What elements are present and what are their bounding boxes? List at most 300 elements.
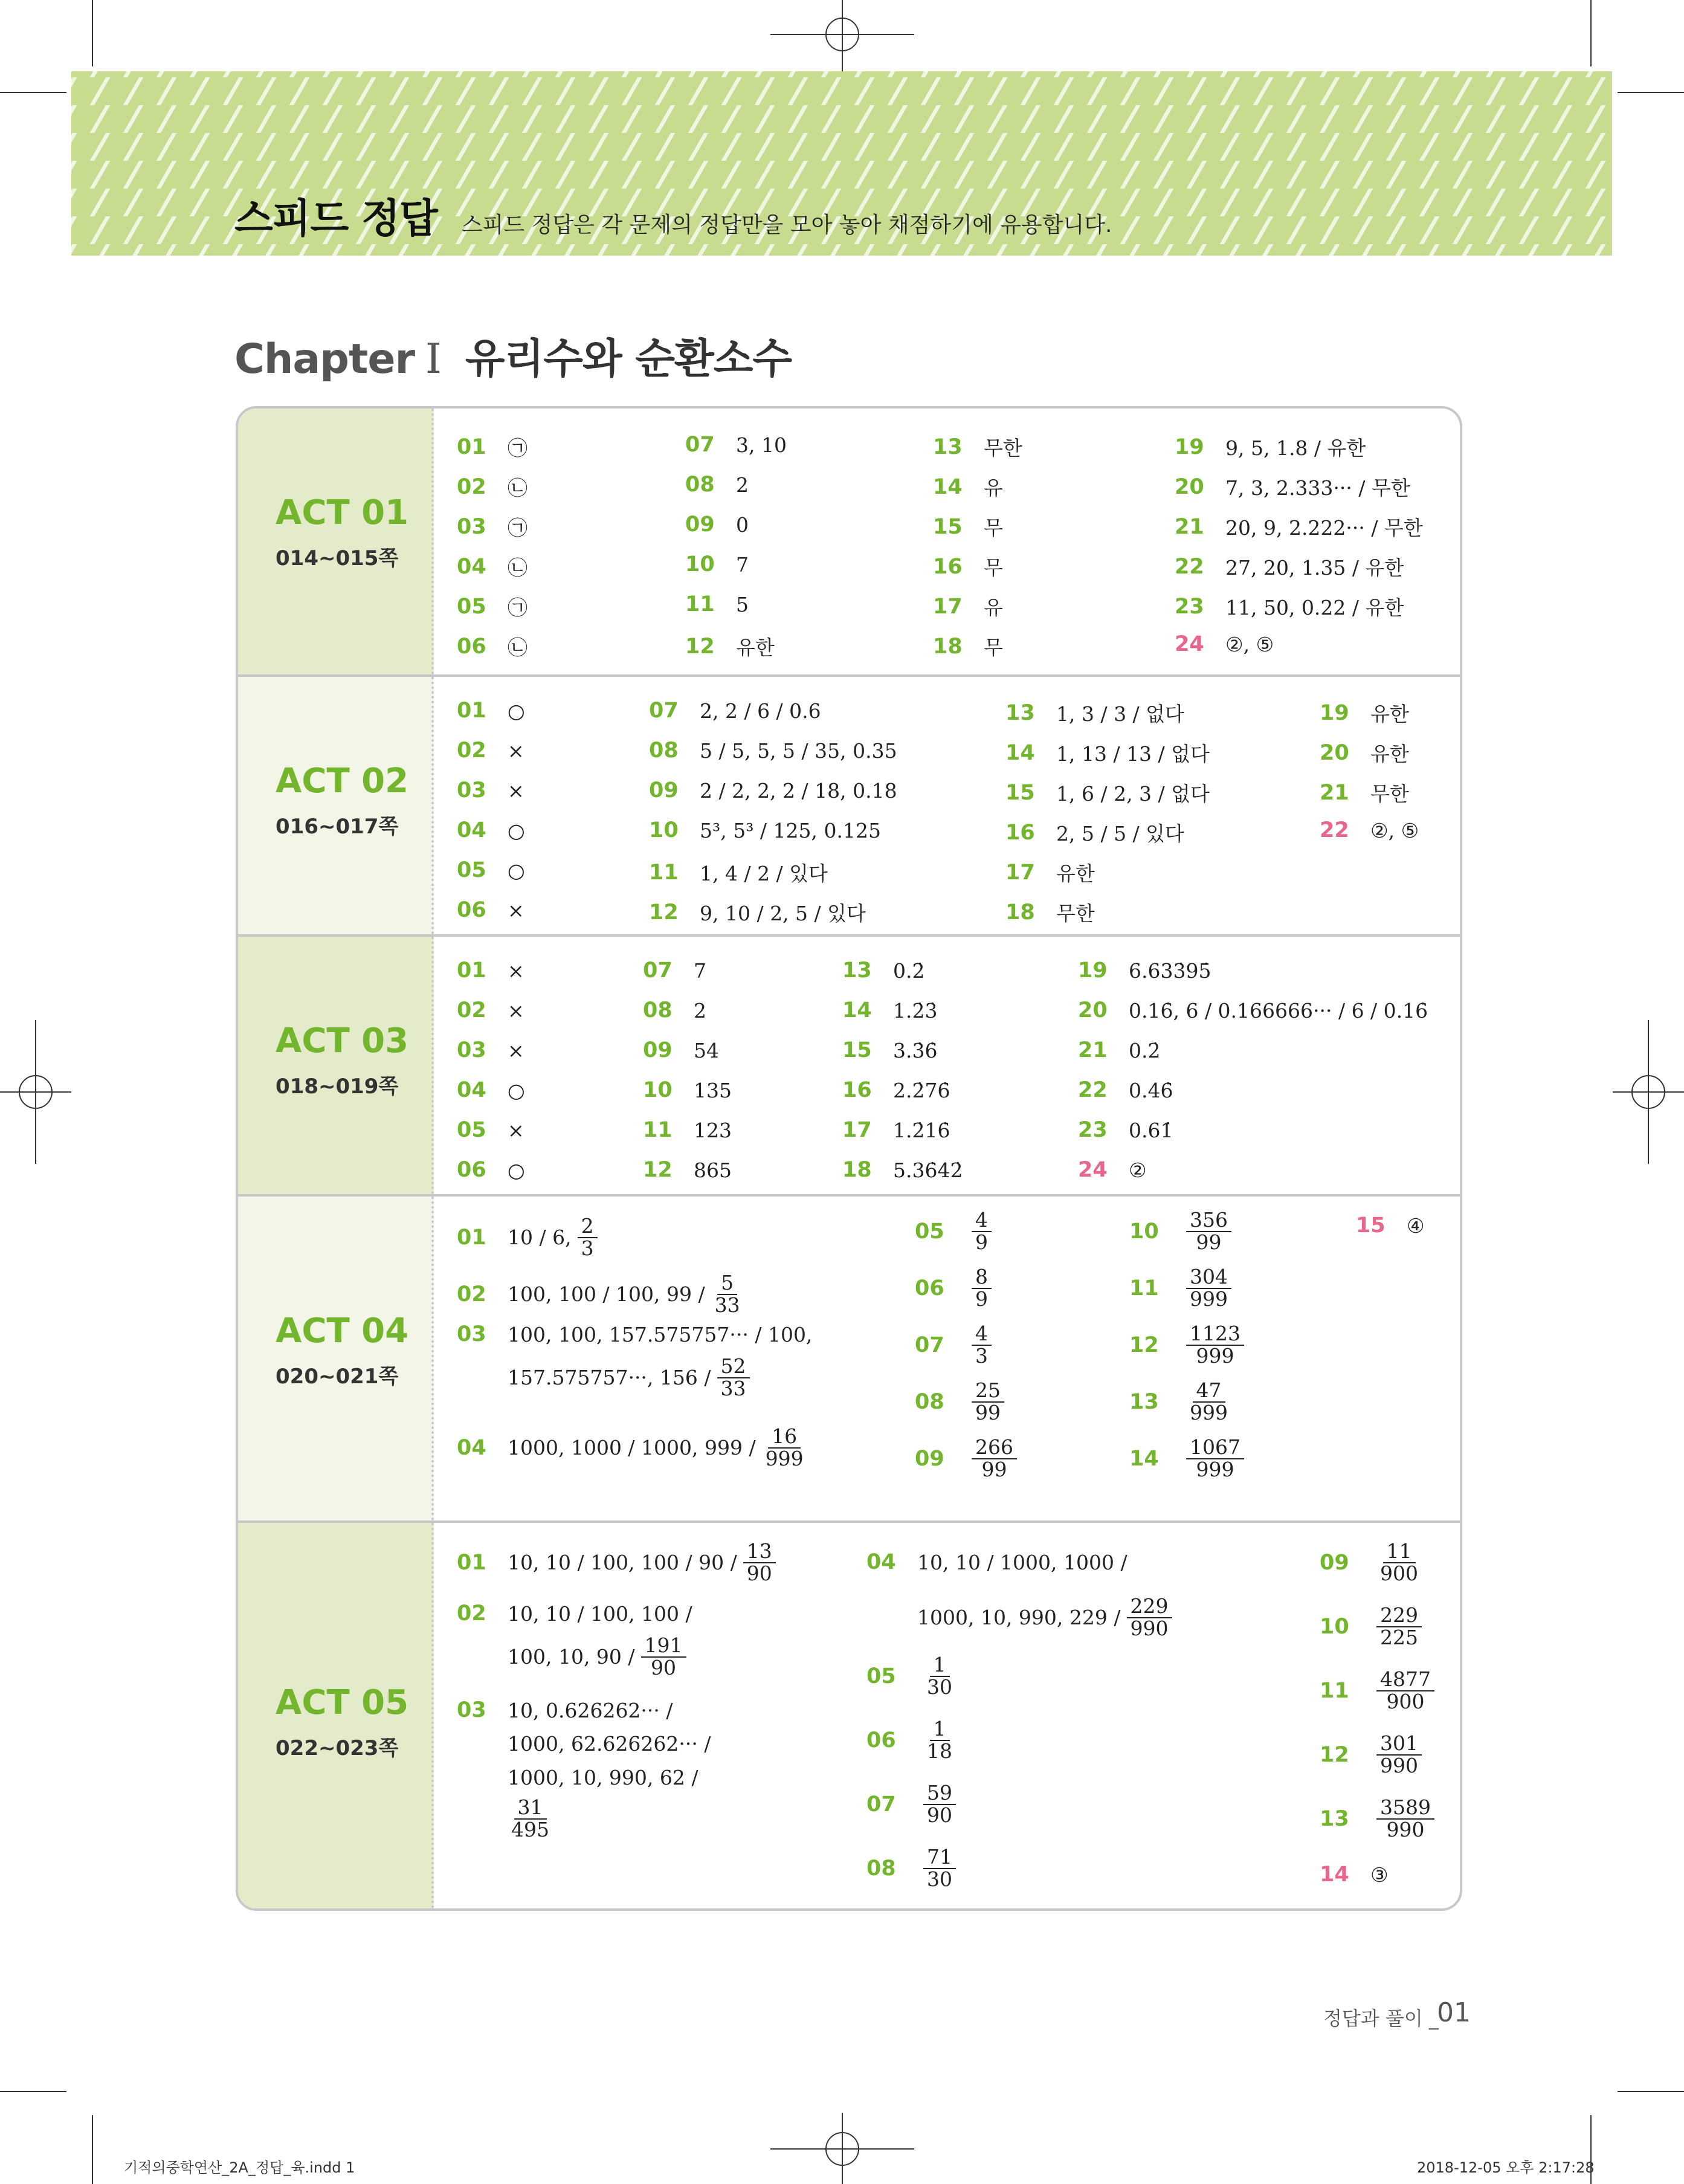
answer-item	[1005, 858, 1095, 887]
answer-number: 05	[866, 1664, 896, 1688]
fraction	[1376, 1669, 1434, 1712]
answer-text: 1000, 62.626262··· /	[508, 1732, 711, 1756]
crop-mark	[1618, 2091, 1684, 2092]
fraction-numerator: 1	[930, 1719, 950, 1741]
answer-number: 22	[1175, 554, 1204, 579]
answer-number: 13	[1129, 1389, 1159, 1414]
answer-text: ㉡	[508, 636, 527, 659]
answer-text: 2.2̇76̇	[893, 1078, 950, 1102]
answer-item	[866, 1783, 956, 1826]
answer-number: 02	[457, 738, 486, 763]
fraction-numerator: 3589	[1376, 1797, 1434, 1820]
fraction-numerator: 356	[1186, 1210, 1231, 1232]
act-label: ACT 03	[276, 1021, 409, 1061]
answer-item	[643, 958, 706, 983]
answer-item	[933, 433, 1022, 461]
act-pages: 014~015쪽	[276, 546, 399, 570]
answer-number: 04	[457, 554, 486, 579]
answer-number: 21	[1175, 514, 1204, 539]
registration-circle	[825, 18, 859, 51]
answer-text: ×	[508, 1118, 524, 1142]
answer-text: 27, 20, 1.35 / 유한	[1225, 556, 1404, 580]
answer-number: 18	[933, 634, 963, 659]
answer-number: 01	[457, 435, 486, 459]
answer-item	[842, 958, 924, 983]
answer-number: 11	[1129, 1276, 1159, 1300]
answer-item	[1320, 1797, 1434, 1840]
answer-line	[457, 1216, 598, 1259]
answer-item	[457, 592, 527, 621]
crop-mark	[1590, 0, 1592, 66]
fraction	[711, 1273, 744, 1316]
fraction	[641, 1635, 686, 1678]
answer-number: 06	[915, 1276, 944, 1300]
answer-number: 08	[685, 473, 715, 497]
answer-number: 07	[866, 1792, 896, 1817]
answer-number: 09	[685, 512, 715, 537]
fraction-denominator: 30	[927, 1867, 952, 1891]
answer-item	[643, 1078, 732, 1102]
act-label: ACT 02	[276, 761, 409, 801]
answer-item	[1078, 1158, 1147, 1182]
answer-item	[915, 1267, 992, 1310]
fraction	[972, 1323, 992, 1366]
answer-line	[457, 1273, 744, 1316]
answer-item	[1078, 958, 1211, 983]
answer-item	[1320, 778, 1409, 807]
answer-text: 무한	[984, 436, 1022, 460]
act-column	[238, 677, 434, 934]
answer-number: 01	[457, 1225, 486, 1250]
answer-number: 01	[457, 958, 486, 983]
answer-line	[457, 1698, 673, 1722]
fraction	[578, 1216, 598, 1259]
act-column	[238, 1197, 434, 1520]
answer-item	[1129, 1437, 1244, 1480]
crop-mark	[1618, 92, 1684, 93]
answer-item	[649, 858, 828, 887]
answer-text: 0.46̇	[1129, 1078, 1173, 1102]
page-number: 01	[1437, 1997, 1471, 2028]
answer-text: 2, 2 / 6 / 0.6	[700, 699, 821, 723]
fraction-denominator: 3	[581, 1236, 594, 1260]
answer-number: 17	[1005, 860, 1035, 885]
answer-number: 20	[1078, 998, 1108, 1023]
answer-text: 무	[984, 516, 1003, 540]
footer-title: 정답과 풀이 _	[1323, 2007, 1439, 2030]
chapter-title: 유리수와 순환소수	[465, 335, 792, 383]
answer-text: 유	[984, 476, 1003, 500]
answer-text: 무	[984, 556, 1003, 580]
fraction-numerator: 304	[1186, 1267, 1231, 1289]
answer-text: 0.16̇, 6 / 0.166666··· / 6 / 0.16̇	[1129, 998, 1428, 1023]
answer-text: 10, 0.626262··· /	[508, 1698, 673, 1722]
fraction-numerator: 1067	[1186, 1437, 1244, 1459]
answer-number: 14	[1005, 740, 1035, 765]
answer-item	[457, 818, 525, 842]
answer-item	[1129, 1210, 1231, 1253]
fraction-denominator: 33	[720, 1376, 746, 1400]
fraction-denominator: 990	[1130, 1616, 1169, 1640]
answer-number: 08	[643, 998, 673, 1023]
fraction	[923, 1783, 956, 1826]
act-section	[238, 409, 1460, 674]
answer-number: 11	[1320, 1678, 1349, 1703]
fraction	[1376, 1797, 1434, 1840]
answer-number: 09	[649, 778, 679, 803]
fraction	[1186, 1267, 1231, 1310]
answer-number: 15	[1356, 1213, 1386, 1238]
fraction-denominator: 9	[975, 1230, 988, 1254]
answer-item	[457, 898, 524, 922]
answer-number: 08	[866, 1856, 896, 1881]
answer-item	[915, 1380, 1004, 1423]
answer-item	[842, 1118, 950, 1142]
act-section	[238, 1194, 1460, 1520]
answer-item	[1320, 1863, 1389, 1887]
answer-number: 04	[457, 1435, 486, 1460]
answer-item	[1078, 998, 1428, 1023]
answer-item	[457, 1078, 525, 1102]
answer-number: 16	[1005, 820, 1035, 845]
answer-item	[643, 998, 706, 1023]
answer-number: 07	[643, 958, 673, 983]
answer-item	[457, 1118, 524, 1142]
answer-text: ②, ⑤	[1225, 632, 1274, 656]
answer-number: 03	[457, 1038, 486, 1062]
act-section	[238, 674, 1460, 934]
answer-text: 10, 10 / 1000, 1000 /	[917, 1550, 1128, 1574]
answer-item	[842, 998, 937, 1023]
answer-number: 04	[457, 818, 486, 842]
answer-text: 유한	[1370, 742, 1409, 766]
answer-text: 100, 100 / 100, 99 /	[508, 1282, 705, 1307]
fraction-numerator: 13	[743, 1541, 776, 1563]
answer-item	[866, 1847, 956, 1890]
answer-number: 22	[1078, 1078, 1108, 1102]
fraction-numerator: 229	[1376, 1605, 1422, 1627]
answer-item	[1320, 1733, 1422, 1776]
fraction-denominator: 225	[1380, 1625, 1418, 1649]
answer-text: ×	[508, 778, 524, 803]
answer-item	[457, 433, 527, 461]
fraction	[762, 1426, 807, 1469]
answer-number: 11	[685, 592, 715, 616]
answer-item	[1320, 738, 1409, 767]
answer-number: 04	[457, 1078, 486, 1102]
answer-number: 03	[457, 1322, 486, 1346]
fraction-numerator: 4	[972, 1210, 992, 1232]
answer-text: 무	[984, 636, 1003, 659]
answer-line	[457, 1601, 692, 1626]
fraction	[923, 1655, 956, 1698]
answer-text: 10 / 6,	[508, 1226, 572, 1250]
answer-item	[1320, 699, 1409, 727]
answer-line	[457, 1322, 812, 1346]
answer-item	[933, 632, 1003, 661]
answer-text: 1000, 1000 / 1000, 999 /	[508, 1436, 756, 1460]
answer-number: 19	[1175, 435, 1204, 459]
answer-item	[685, 552, 749, 577]
crop-mark	[92, 2115, 93, 2184]
fraction	[972, 1437, 1017, 1480]
answer-number: 10	[649, 818, 679, 842]
answer-text: ④	[1407, 1213, 1425, 1238]
fraction	[923, 1847, 956, 1890]
answer-number: 06	[457, 1158, 486, 1182]
answer-number: 17	[933, 594, 963, 619]
fraction	[1186, 1380, 1231, 1423]
fraction	[1127, 1596, 1172, 1639]
answer-text: ×	[508, 1038, 524, 1062]
answer-number: 14	[1320, 1863, 1349, 1887]
answer-item	[649, 818, 881, 842]
fraction-numerator: 4	[972, 1323, 992, 1346]
answer-number: 01	[457, 699, 486, 723]
answer-text: 5	[736, 592, 749, 616]
answer-number: 06	[457, 898, 486, 922]
answer-number: 21	[1078, 1038, 1108, 1062]
answer-text: 9, 5, 1.8 / 유한	[1225, 436, 1366, 460]
fraction-denominator: 495	[511, 1817, 549, 1841]
answer-text: ×	[508, 738, 524, 763]
answer-item	[457, 1038, 524, 1062]
answer-item	[649, 699, 821, 723]
fraction-denominator: 99	[1196, 1230, 1222, 1254]
answer-text: 54	[694, 1038, 719, 1062]
answer-text: 1, 13 / 13 / 없다	[1056, 742, 1210, 766]
fraction-denominator: 99	[981, 1457, 1007, 1481]
fraction-numerator: 11	[1383, 1541, 1416, 1563]
answer-text: ㉠	[508, 436, 527, 460]
answer-item	[1175, 552, 1404, 581]
answer-number: 07	[685, 433, 715, 457]
answer-number: 19	[1320, 700, 1349, 725]
fraction-numerator: 266	[972, 1437, 1017, 1459]
answer-text: 10, 10 / 100, 100 / 90 /	[508, 1551, 737, 1575]
file-info: 기적의중학연산_2A_정답_육.indd 1	[124, 2159, 355, 2176]
fraction-numerator: 229	[1127, 1596, 1172, 1618]
answer-number: 22	[1320, 818, 1349, 842]
fraction	[972, 1380, 1004, 1423]
answer-item	[1175, 473, 1410, 501]
answer-item	[1356, 1213, 1425, 1238]
answer-number: 03	[457, 1698, 486, 1722]
answer-line	[866, 1550, 1128, 1574]
answer-text: 1, 6 / 2, 3 / 없다	[1056, 782, 1210, 806]
fraction	[972, 1267, 992, 1310]
registration-circle	[1631, 1075, 1665, 1109]
fraction-denominator: 990	[1380, 1753, 1418, 1777]
fraction	[508, 1797, 553, 1840]
answer-number: 06	[457, 634, 486, 659]
answer-item	[842, 1038, 937, 1062]
act-pages: 016~017쪽	[276, 815, 399, 839]
answer-item	[933, 592, 1003, 621]
answer-text: 1.2̇16̇	[893, 1118, 950, 1142]
answer-number: 14	[842, 998, 872, 1023]
answer-number: 13	[933, 435, 963, 459]
answer-text: 무한	[1370, 782, 1409, 806]
answer-item	[457, 998, 524, 1023]
answer-text: ㉠	[508, 596, 527, 619]
answer-text: ③	[1370, 1863, 1389, 1887]
answer-number: 24	[1078, 1158, 1108, 1182]
answer-text: 100, 10, 90 /	[508, 1645, 635, 1669]
answer-number: 07	[915, 1333, 944, 1357]
answer-item	[1005, 699, 1184, 727]
answer-text: 0.2̇	[1129, 1038, 1161, 1062]
fraction	[1186, 1210, 1231, 1253]
banner-title: 스피드 정답	[234, 195, 437, 242]
answer-item	[457, 552, 527, 581]
fraction-numerator: 71	[923, 1847, 956, 1869]
fraction-denominator: 9	[975, 1287, 988, 1311]
answer-item	[915, 1437, 1017, 1480]
answer-number: 13	[842, 958, 872, 983]
fraction-numerator: 59	[923, 1783, 956, 1805]
answer-number: 16	[842, 1078, 872, 1102]
answer-number: 17	[842, 1118, 872, 1142]
fraction-numerator: 301	[1376, 1733, 1422, 1756]
answer-text: 1, 3 / 3 / 없다	[1056, 702, 1184, 726]
answer-number: 09	[1320, 1550, 1349, 1575]
answer-text: 2, 5 / 5 / 있다	[1056, 822, 1184, 845]
answer-number: 10	[1129, 1219, 1159, 1244]
answer-text: 20, 9, 2.222··· / 무한	[1225, 516, 1423, 540]
answer-text: 유한	[1370, 702, 1409, 726]
fraction-denominator: 99	[975, 1400, 1001, 1424]
answer-item	[685, 473, 749, 497]
answer-text: ○	[508, 699, 525, 723]
answer-text: ②, ⑤	[1370, 818, 1419, 842]
answer-number: 12	[1320, 1742, 1349, 1767]
act-section	[238, 934, 1460, 1194]
answer-number: 11	[649, 860, 679, 885]
act-column	[238, 409, 434, 674]
fraction	[923, 1719, 956, 1762]
fraction-denominator: 999	[765, 1446, 804, 1470]
act-label: ACT 01	[276, 493, 409, 532]
answer-item	[1175, 632, 1274, 656]
answer-number: 13	[1320, 1806, 1349, 1831]
answer-item	[457, 1158, 525, 1182]
act-pages: 018~019쪽	[276, 1074, 399, 1099]
answer-text: 무한	[1056, 902, 1095, 925]
answer-number: 12	[649, 900, 679, 925]
fraction-denominator: 900	[1380, 1561, 1418, 1585]
answer-number: 24	[1175, 632, 1204, 656]
answer-line	[457, 1766, 698, 1789]
answer-text: 2	[694, 998, 706, 1023]
answer-number: 05	[457, 858, 486, 882]
fraction-denominator: 33	[714, 1293, 740, 1317]
answer-number: 02	[457, 1601, 486, 1626]
fraction-numerator: 31	[514, 1797, 547, 1820]
answer-line	[457, 1635, 686, 1678]
answer-item	[1129, 1267, 1231, 1310]
answer-item	[643, 1118, 732, 1142]
fraction-denominator: 999	[1196, 1457, 1234, 1481]
print-date: 2018-12-05 오후 2:17:28	[1417, 2159, 1595, 2176]
answer-text: 1, 4 / 2 / 있다	[700, 862, 828, 885]
answer-text: 유한	[1056, 862, 1095, 885]
fraction-numerator: 191	[641, 1635, 686, 1658]
crop-mark	[0, 92, 66, 93]
answer-item	[457, 778, 524, 803]
answer-text: 3.3̇6̇	[893, 1038, 938, 1062]
answer-item	[685, 433, 787, 457]
answer-item	[1078, 1078, 1173, 1102]
fraction-denominator: 999	[1190, 1287, 1228, 1311]
answer-item	[915, 1210, 992, 1253]
answer-number: 05	[457, 1118, 486, 1142]
answer-text: 유한	[736, 636, 775, 659]
answer-text: 0	[736, 512, 749, 537]
answer-number: 09	[915, 1446, 944, 1471]
answer-item	[1078, 1118, 1173, 1142]
fraction-denominator: 900	[1386, 1689, 1425, 1713]
banner-description: 스피드 정답은 각 문제의 정답만을 모아 놓아 채점하기에 유용합니다.	[461, 213, 1112, 237]
answer-number: 16	[933, 554, 963, 579]
crop-mark	[92, 0, 93, 66]
registration-circle	[825, 2132, 859, 2166]
answer-number: 12	[1129, 1333, 1159, 1357]
answer-text: 157.575757···, 156 /	[508, 1366, 711, 1390]
answer-text: ㉡	[508, 556, 527, 580]
fraction-numerator: 5	[717, 1273, 737, 1295]
answer-text: 2 / 2, 2, 2 / 18, 0.18	[700, 778, 897, 803]
answer-item	[866, 1655, 956, 1698]
answer-text: ○	[508, 858, 525, 882]
answer-text: 10, 10 / 100, 100 /	[508, 1601, 692, 1626]
answer-number: 13	[1005, 700, 1035, 725]
answer-number: 03	[457, 778, 486, 803]
answer-item	[1129, 1323, 1244, 1366]
fraction-denominator: 990	[1386, 1817, 1425, 1841]
answer-item	[866, 1719, 956, 1762]
answer-item	[649, 738, 897, 763]
answer-number: 20	[1175, 474, 1204, 499]
answer-number: 20	[1320, 740, 1349, 765]
answer-text: 7	[736, 552, 749, 577]
answer-text: 유	[984, 596, 1003, 619]
answer-item	[1320, 1541, 1422, 1584]
answer-number: 18	[1005, 900, 1035, 925]
header-banner	[71, 71, 1612, 256]
answer-item	[1005, 898, 1095, 926]
answer-text: ○	[508, 1078, 525, 1102]
answer-item	[1005, 818, 1184, 847]
answer-text: 135	[694, 1078, 732, 1102]
answer-line	[457, 1541, 776, 1584]
fraction	[1376, 1605, 1422, 1648]
answer-item	[457, 512, 527, 541]
answer-line	[457, 1732, 711, 1756]
chapter-label: Chapter	[234, 335, 415, 383]
answer-text: 7	[694, 958, 706, 983]
answer-number: 15	[933, 514, 963, 539]
answer-text: ○	[508, 818, 525, 842]
answer-item	[649, 898, 866, 926]
answer-number: 11	[643, 1118, 673, 1142]
answer-number: 02	[457, 474, 486, 499]
answer-text: 11, 50, 0.22 / 유한	[1225, 596, 1404, 619]
fraction-denominator: 30	[927, 1675, 952, 1699]
answer-text: 3, 10	[736, 433, 787, 457]
answer-number: 09	[643, 1038, 673, 1062]
fraction-denominator: 90	[927, 1803, 952, 1827]
